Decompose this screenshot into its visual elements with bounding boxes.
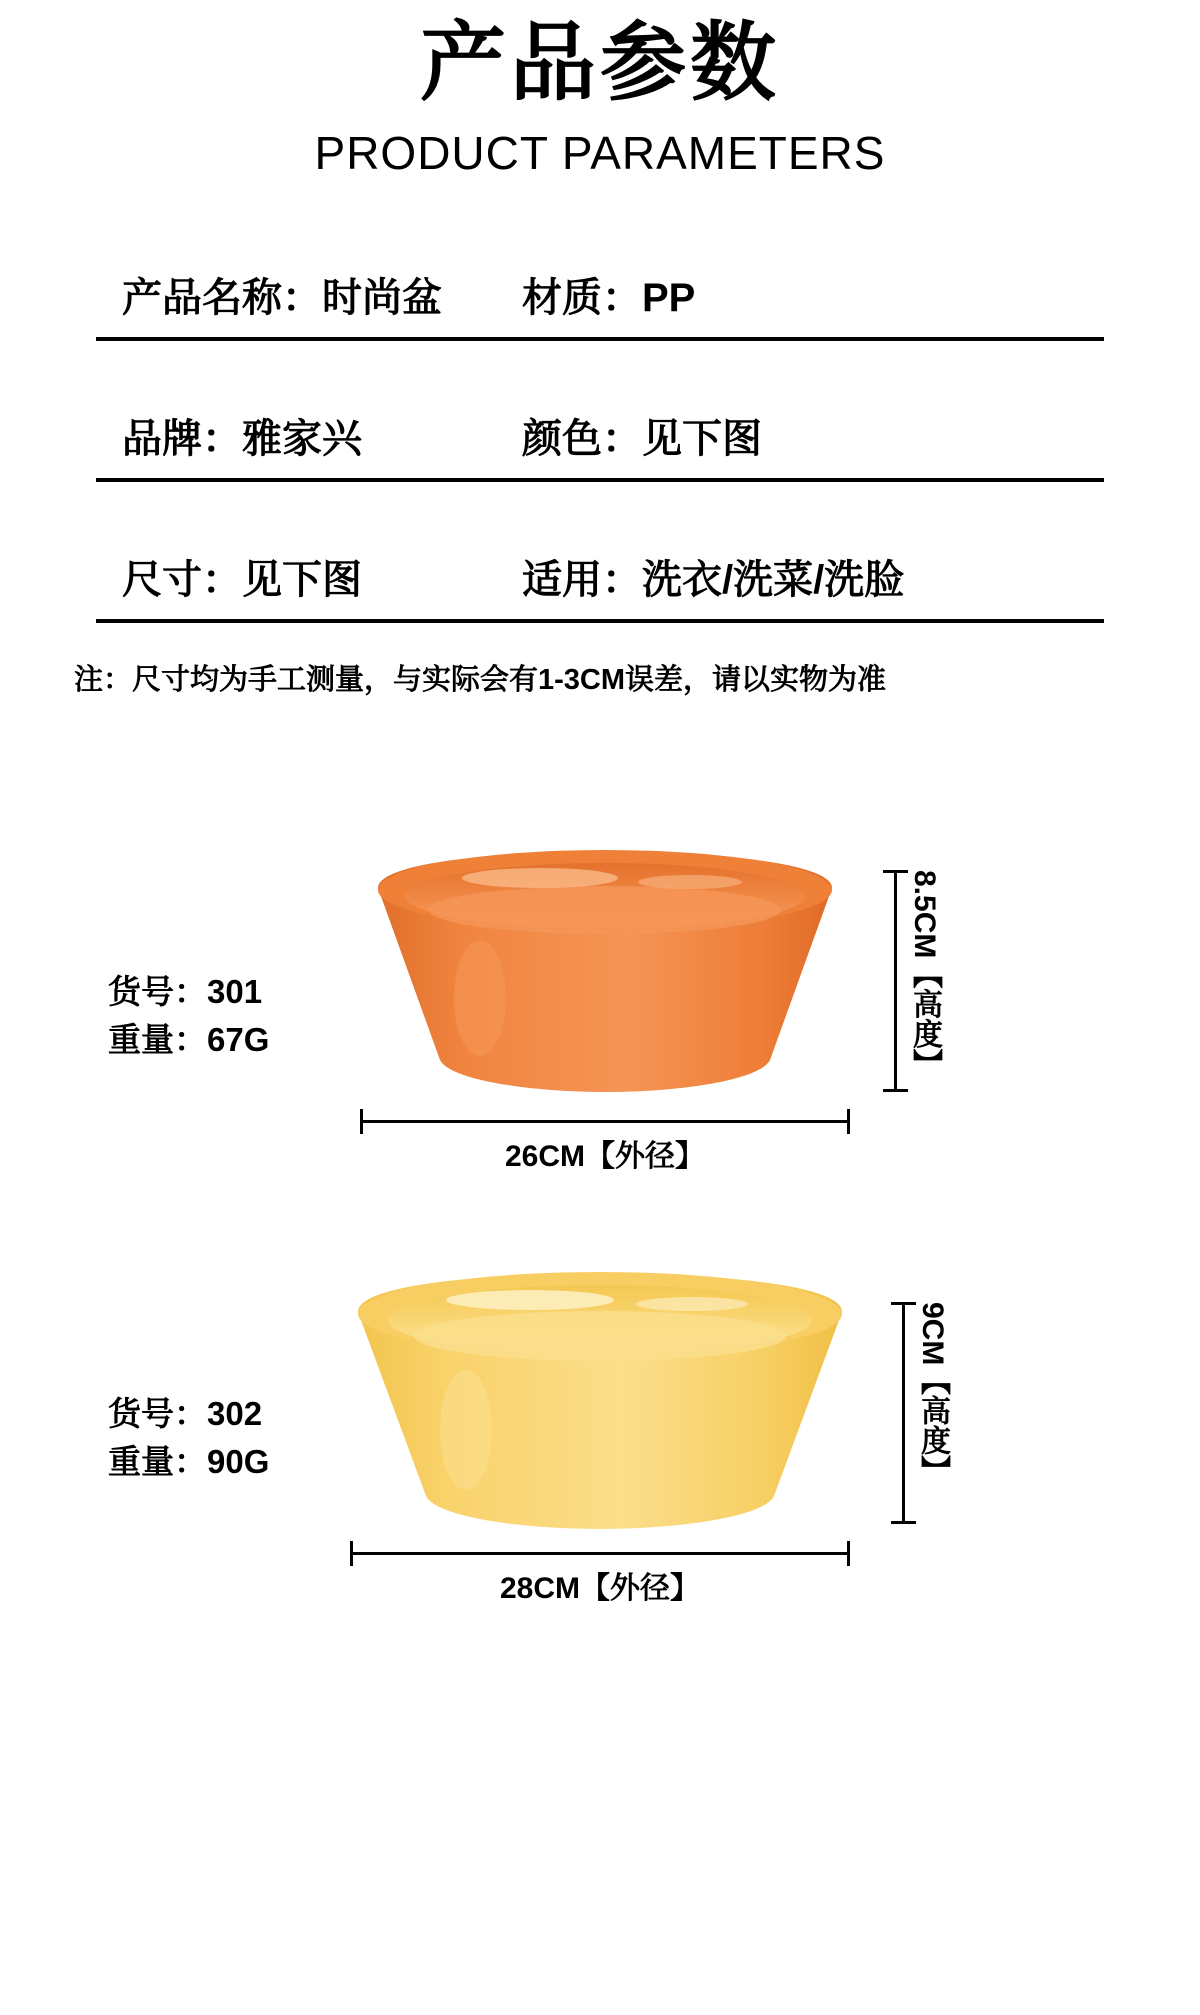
product-figure-301 — [0, 848, 1200, 1208]
sku-number: 货号：301 — [108, 973, 263, 1011]
measurement-note: 注：尺寸均为手工测量，与实际会有1-3CM误差，请以实物为准 — [74, 664, 887, 697]
parameters-table — [96, 266, 1104, 633]
parameter-color: 颜色：见下图 — [522, 417, 762, 462]
width-dimension-302 — [350, 1552, 850, 1607]
basin-illustration — [360, 848, 850, 1098]
basin-image-302 — [340, 1270, 860, 1535]
basin-image-301 — [360, 848, 850, 1098]
width-label: 28CM【外径】 — [499, 1572, 701, 1606]
height-label: 9CM【高度】 — [916, 1302, 949, 1486]
product-figure-302 — [0, 1270, 1200, 1630]
divider — [96, 337, 1104, 341]
divider — [96, 478, 1104, 482]
sku-number: 货号：302 — [108, 1395, 263, 1433]
parameter-row — [96, 548, 1104, 633]
parameter-row — [96, 407, 1104, 492]
parameter-brand: 品牌：雅家兴 — [122, 417, 362, 462]
product-sku-info — [108, 968, 269, 1064]
width-dimension-301 — [360, 1120, 850, 1175]
width-label: 26CM【外径】 — [504, 1140, 706, 1174]
divider — [96, 619, 1104, 623]
page-title-cn: 产品参数 — [420, 15, 780, 111]
parameter-name: 产品名称：时尚盆 — [122, 276, 442, 321]
height-dimension-302 — [888, 1302, 948, 1524]
height-dimension-301 — [880, 870, 940, 1092]
parameter-usage: 适用：洗衣/洗菜/洗脸 — [522, 558, 905, 603]
product-parameters-page — [0, 15, 1200, 2015]
parameter-size: 尺寸：见下图 — [122, 558, 362, 603]
product-sku-info — [108, 1390, 269, 1486]
page-title-en: PRODUCT PARAMETERS — [314, 127, 886, 180]
height-label: 8.5CM【高度】 — [908, 870, 941, 1079]
basin-illustration — [340, 1270, 860, 1535]
parameter-material: 材质：PP — [522, 276, 696, 321]
sku-weight: 重量：90G — [108, 1443, 270, 1481]
parameter-row — [96, 266, 1104, 351]
sku-weight: 重量：67G — [108, 1021, 270, 1059]
